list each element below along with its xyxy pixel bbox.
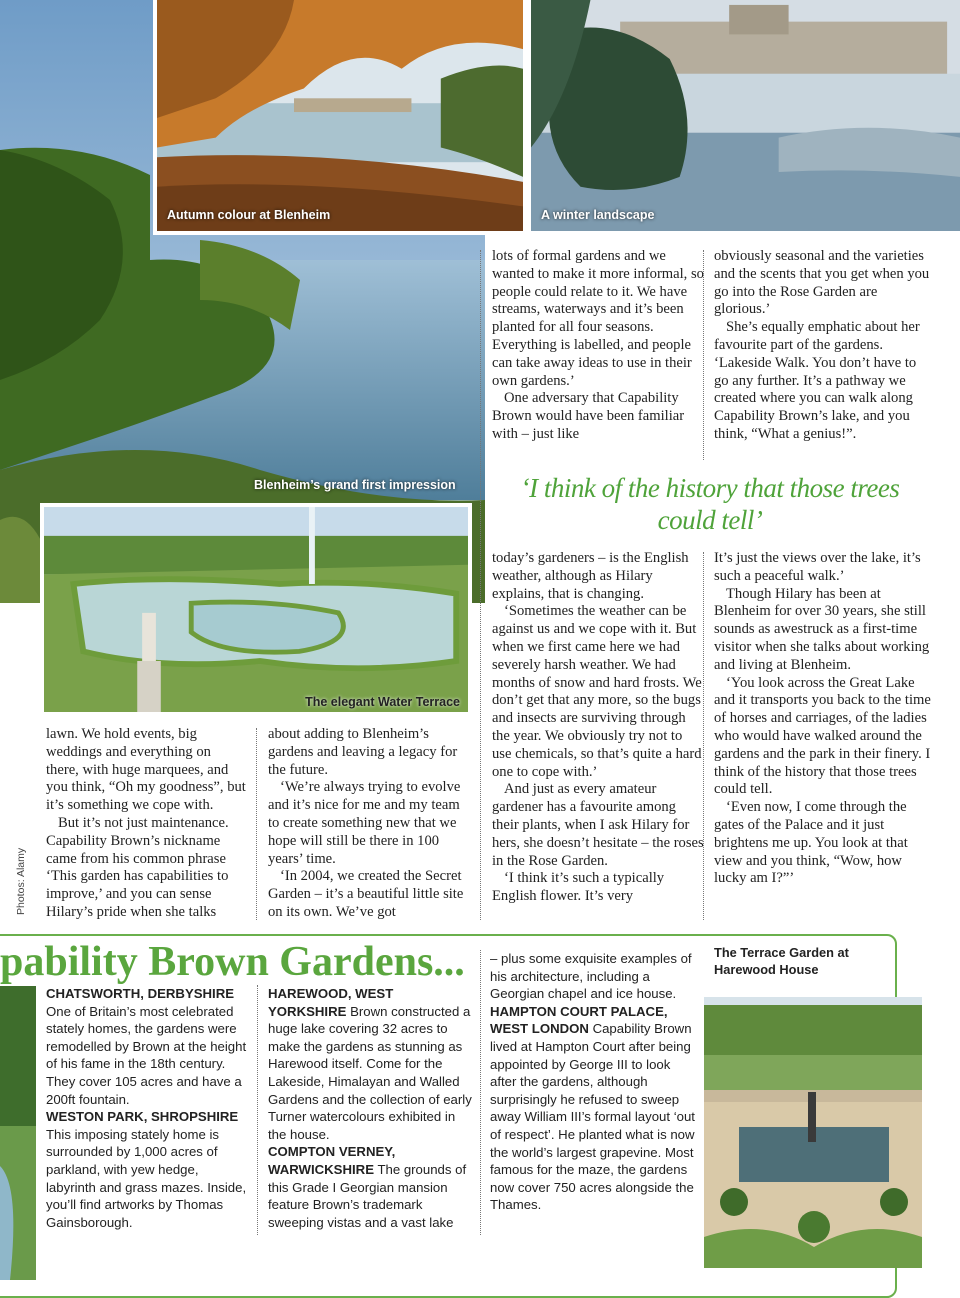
paragraph: lots of formal gardens and we wanted to make it more informal, so people could relate to it. We have streams, waterways and it’s been planted for all four seasons. Everything is labelled, and people can take away ideas to use in their own gardens.’ — [492, 248, 704, 389]
garden-text: This imposing stately home is surrounded by 1,000 acres of parkland, with yew hedge, labyrinth and grass mazes. Inside, you’ll find artworks by Thomas Gainsborough. — [46, 1126, 247, 1230]
garden-text: – plus some exquisite examples of his architecture, including a Georgian chapel and ice house. — [490, 951, 692, 1002]
garden-heading: CHATSWORTH, DERBYSHIRE — [46, 986, 235, 1001]
article-column-2-bottom — [268, 726, 473, 922]
box-column-2 — [268, 985, 473, 1231]
paragraph: about adding to Blenheim’s gardens and leaving a legacy for the future. — [268, 726, 458, 778]
garden-heading: HAREWOOD, WEST YORKSHIRE — [268, 986, 394, 1019]
caption-autumn: Autumn colour at Blenheim — [167, 208, 331, 222]
paragraph: It’s just the views over the lake, it’s such a peaceful walk.’ — [714, 550, 921, 584]
pull-quote: ‘I think of the history that those trees could tell’ — [520, 473, 900, 535]
paragraph: ‘Sometimes the weather can be against us and we cope with it. But when we first came here we had severely harsh weather. We had months of snow and hard frosts. We don’t get that any more, so the bugs and insects are surviving through the year. We obviously try not to use chemicals, so that’s quite a hard one to cope with.’ — [492, 603, 702, 780]
paragraph: today’s gardeners – is the English weather, although as Hilary explains, that is changing. — [492, 550, 689, 602]
paragraph: One adversary that Capability Brown would have been familiar with – just like — [492, 390, 685, 442]
paragraph: She’s equally emphatic about her favourite part of the gardens. ‘Lakeside Walk. You don’t have to go any further. It’s a pathway we created where you can walk along Capability Brown’s lake, and you think, “What a genius!”. — [714, 319, 920, 442]
photo-winter-landscape — [527, 0, 960, 235]
box-column-3 — [490, 950, 695, 1214]
paragraph: ‘In 2004, we created the Secret Garden – it’s a beautiful little site on its own. We’ve got — [268, 868, 464, 920]
garden-heading: HAMPTON COURT PALACE, WEST LONDON — [490, 1003, 668, 1037]
caption-winter: A winter landscape — [541, 208, 655, 222]
garden-entry — [490, 1003, 695, 1214]
box-column-1 — [46, 985, 251, 1231]
garden-text: Brown constructed a huge lake covering 32 acres to make the gardens as stunning as Harewood itself. Come for the Lakeside, Himalayan and Walled Gardens and the collection of early Turner watercolours exhibited in the house. — [268, 1003, 472, 1142]
box-column-divider — [257, 985, 258, 1235]
garden-entry — [268, 1143, 473, 1231]
photo-autumn-colour — [153, 0, 527, 235]
garden-text: Capability Brown lived at Hampton Court after being appointed by George III to look after the gardens, although surprisingly he refused to sweep away William III’s formal layout ‘out of respect’. He planted what is now the world’s largest grapevine. Most famous for the maze, the gardens now cover 750 acres alongside the Thames. — [490, 1021, 695, 1213]
article-column-4-top — [714, 248, 934, 444]
paragraph: ‘I think it’s such a typically English flower. It’s very — [492, 870, 665, 905]
garden-entry — [268, 985, 473, 1143]
caption-water-terrace: The elegant Water Terrace — [305, 695, 460, 709]
article-column-3-top — [492, 248, 704, 444]
paragraph: Though Hilary has been at Blenheim for over 30 years, she still sounds as awestruck as a first-time visitor when she talks about working and living at Blenheim. — [714, 585, 930, 673]
paragraph: But it’s not just maintenance. Capability Brown’s nickname came from his common phrase ‘This garden has capabilities to improve,’ and you can sense Hilary’s pride when she talks — [46, 814, 229, 920]
column-divider — [256, 728, 257, 920]
photo-harewood-terrace — [704, 997, 922, 1268]
paragraph: ‘We’re always trying to evolve and it’s nice for me and my team to create something new that we hope will still be there in 100 years’ time. — [268, 779, 461, 867]
paragraph: And just as every amateur gardener has a favourite among their plants, when I ask Hilary for hers, she doesn’t hesitate – the roses in the Rose Garden. — [492, 781, 704, 869]
photo-credit: Photos: Alamy — [15, 847, 27, 915]
paragraph: ‘Even now, I come through the gates of the Palace and it just brightens me up. You look at that view and you think, “Wow, how lucky am I?”’ — [714, 799, 908, 887]
garden-entry — [46, 1108, 251, 1231]
box-title: pability Brown Gardens... — [0, 939, 465, 985]
garden-text: One of Britain’s most celebrated stately homes, the gardens were remodelled by Brown at the height of his fame in the 18th century. They cover 105 acres and have a 200ft fountain. — [46, 1003, 247, 1107]
garden-heading: WESTON PARK, SHROPSHIRE — [46, 1109, 239, 1125]
paragraph: ‘You look across the Great Lake and it transports you back to the time of horses and carriages, of the ladies who would have walked around the gardens and the park in their finery. I think of the history that those trees could tell. — [714, 674, 931, 798]
photo-water-terrace — [40, 503, 472, 716]
paragraph: lawn. We hold events, big weddings and everything on there, with huge marquees, and you think, “Oh my goodness”, but it’s something we cope with. — [46, 726, 246, 814]
garden-entry — [46, 985, 251, 1108]
caption-terrace-garden: The Terrace Garden at Harewood House — [714, 945, 849, 977]
article-column-3-bottom — [492, 550, 704, 906]
box-column-divider — [480, 950, 481, 1235]
paragraph: obviously seasonal and the varieties and the scents that you get when you go into the Rose Garden are glorious.’ — [714, 248, 930, 318]
photo-left-edge-strip — [0, 986, 36, 1280]
column-divider — [703, 552, 704, 920]
column-divider — [703, 250, 704, 460]
article-column-1-bottom — [46, 726, 246, 922]
garden-heading: COMPTON VERNEY, WARWICKSHIRE — [268, 1144, 396, 1177]
article-column-4-bottom — [714, 550, 934, 888]
garden-text: The grounds of this Grade I Georgian mansion feature Brown’s trademark sweeping vistas and a vast lake — [268, 1161, 467, 1230]
caption-grand-first-impression: Blenheim’s grand first impression — [254, 478, 456, 492]
column-divider — [480, 250, 481, 920]
